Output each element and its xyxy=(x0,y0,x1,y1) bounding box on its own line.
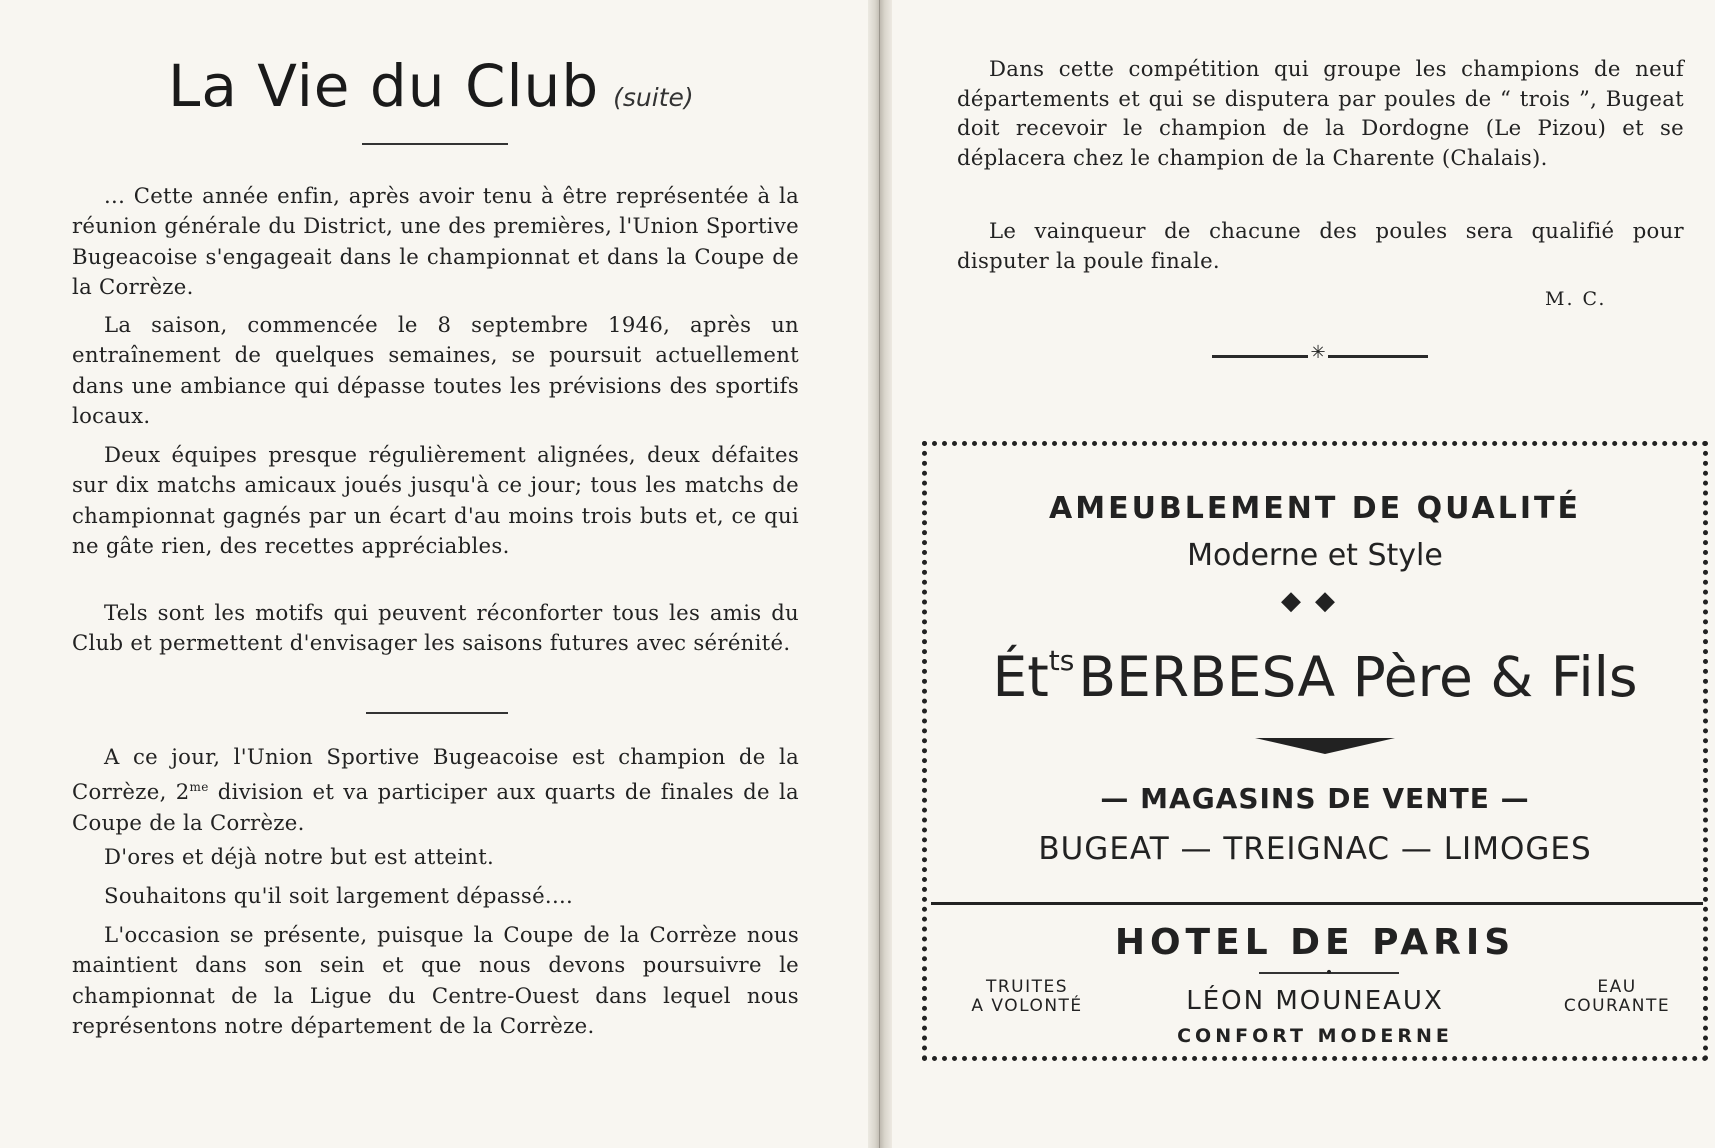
ad-divider xyxy=(931,902,1703,905)
left-paragraph-5-start: A ce jour, l'Union Sportive Bugeacoise est champion de la Corrèze, 2 xyxy=(72,744,799,805)
left-paragraph-6: D'ores et déjà notre but est atteint. xyxy=(104,844,495,869)
ordinal-superscript: me xyxy=(189,780,209,795)
section-divider xyxy=(366,712,508,714)
left-paragraph-5 xyxy=(72,742,799,838)
ad-company-name-row xyxy=(927,644,1703,709)
right-paragraph-2: Le vainqueur de chacune des poules sera qualifié pour disputer la poule finale. xyxy=(957,218,1684,273)
article-title-suffix: (suite) xyxy=(613,83,694,112)
left-paragraph-3: Deux équipes presque régulièrement alignées, deux défaites sur dix matchs amicaux joués jusqu'à ce jour; tous les matchs de championnat gagnés par un écart d'au moins trois buts et, ce qui ne gâte rien, des recettes appréciables. xyxy=(72,442,799,558)
left-paragraph-8: L'occasion se présente, puisque la Coupe de la Corrèze nous maintient dans son sein et que nous devons poursuivre le championnat de la Ligue du Centre-Ouest dans lequel nous représentons notre département de la Corrèze. xyxy=(72,922,799,1038)
left-paragraph-2: La saison, commencée le 8 septembre 1946, après un entraînement de quelques semaines, se poursuit actuellement dans une ambiance qui dépasse toutes les prévisions des sportifs locaux. xyxy=(72,312,799,428)
hotel-rule-dot-icon: • xyxy=(1324,965,1334,981)
right-paragraph-1: Dans cette compétition qui groupe les champions de neuf départements et qui se disputera par poules de “ trois ”, Bugeat doit recevoir le champion de la Dordogne (Le Pizou) et se déplacera chez le champion de la Charente (Chalais). xyxy=(957,56,1684,170)
hotel-left-note-line2: A VOLONTÉ xyxy=(971,996,1083,1016)
left-paragraph-5-end: division et va participer aux quarts de finales de la Coupe de la Corrèze. xyxy=(72,779,799,835)
article-title-row xyxy=(168,52,694,120)
arrow-ornament-icon xyxy=(1255,738,1395,754)
hotel-right-note-line1: EAU xyxy=(1597,977,1637,997)
left-paragraph-4: Tels sont les motifs qui peuvent réconforter tous les amis du Club et permettent d'envisager les saisons futures avec sérénité. xyxy=(72,600,799,656)
ad-shops-title: — MAGASINS DE VENTE — xyxy=(1100,782,1530,815)
left-paragraph-1: ... Cette année enfin, après avoir tenu à être représentée à la réunion générale du District, une des premières, l'Union Sportive Bugeacoise s'engageait dans le championnat et dans la Coupe de la Corrèze. xyxy=(72,183,799,299)
company-prefix: Ét xyxy=(992,645,1049,709)
ornament-line-right xyxy=(1328,355,1428,358)
page-fold xyxy=(868,0,892,1148)
company-prefix-superscript: ts xyxy=(1048,644,1075,677)
hotel-left-note-line1: TRUITES xyxy=(985,977,1069,997)
author-signature: M. C. xyxy=(1545,288,1607,310)
ornament-line-left xyxy=(1212,355,1308,358)
diamond-ornament-icon: ◆◆ xyxy=(1281,586,1349,616)
title-underline xyxy=(362,143,508,145)
hotel-owner: LÉON MOUNEAUX xyxy=(1186,986,1444,1016)
hotel-right-note-line2: COURANTE xyxy=(1563,996,1671,1016)
article-title: La Vie du Club xyxy=(168,52,600,120)
hotel-name: HOTEL DE PARIS xyxy=(1114,922,1516,963)
page-fold-line xyxy=(879,0,880,1148)
left-paragraph-7: Souhaitons qu'il soit largement dépassé.... xyxy=(104,883,574,908)
ad-towns: BUGEAT — TREIGNAC — LIMOGES xyxy=(1038,831,1592,867)
ad-subline: Moderne et Style xyxy=(1187,538,1443,573)
hotel-comfort: CONFORT MODERNE xyxy=(1177,1025,1453,1047)
ad-headline: AMEUBLEMENT DE QUALITÉ xyxy=(1049,491,1581,526)
advertisement-box xyxy=(922,441,1708,1061)
ornament-star-icon: ✳ xyxy=(1310,342,1326,363)
company-name: BERBESA Père & Fils xyxy=(1078,645,1638,709)
